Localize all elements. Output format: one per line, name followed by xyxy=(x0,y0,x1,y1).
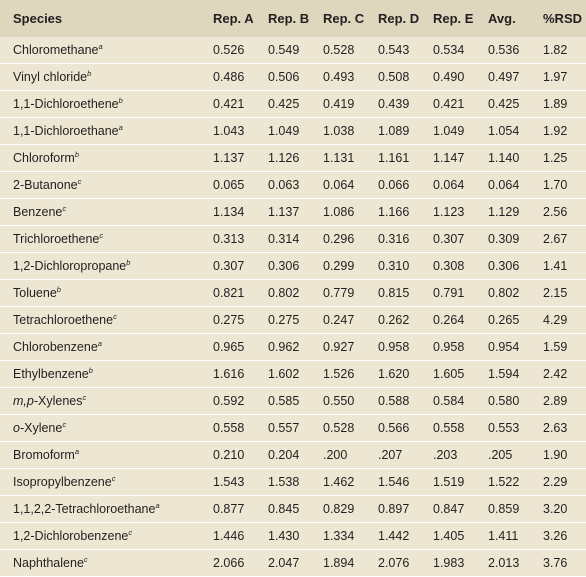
value-cell: 0.064 xyxy=(433,178,465,192)
species-cell xyxy=(0,550,195,577)
value-cell: 0.064 xyxy=(323,178,355,192)
value-cell: 0.954 xyxy=(488,340,520,354)
value-cell: 0.585 xyxy=(268,394,300,408)
value-cell: 2.066 xyxy=(213,556,245,570)
table-row xyxy=(0,442,586,469)
value-cell: 1.90 xyxy=(543,448,568,462)
value-cell: 1.92 xyxy=(543,124,568,138)
value-cell: 1.462 xyxy=(323,475,355,489)
value-cell: 1.430 xyxy=(268,529,300,543)
value-cell: 0.558 xyxy=(213,421,245,435)
species-name: Chloroform xyxy=(13,151,75,165)
value-cell: 1.131 xyxy=(323,151,355,165)
value-cell: 0.815 xyxy=(378,286,410,300)
value-cell: 1.605 xyxy=(433,367,465,381)
value-cell: 1.049 xyxy=(433,124,465,138)
species-name: Naphthalene xyxy=(13,556,84,570)
value-cell: 0.313 xyxy=(213,232,245,246)
value-cell: .207 xyxy=(378,448,403,462)
value-cell: 1.70 xyxy=(543,178,568,192)
species-name: Isopropylbenzene xyxy=(13,475,112,489)
value-cell: 1.620 xyxy=(378,367,410,381)
value-cell: 3.76 xyxy=(543,556,568,570)
value-cell: 0.310 xyxy=(378,259,410,273)
footnote-marker: c xyxy=(62,419,67,429)
species-cell xyxy=(0,91,195,118)
species-name: Tetrachloroethene xyxy=(13,313,114,327)
footnote-marker: a xyxy=(97,338,102,348)
value-cell: 0.592 xyxy=(213,394,245,408)
value-cell: 0.296 xyxy=(323,232,355,246)
value-cell: 1.089 xyxy=(378,124,410,138)
species-prefix: o xyxy=(13,421,20,435)
value-cell: 0.557 xyxy=(268,421,300,435)
value-cell: 0.528 xyxy=(323,421,355,435)
footnote-marker: c xyxy=(82,392,87,402)
value-cell: 2.047 xyxy=(268,556,300,570)
value-cell: 1.038 xyxy=(323,124,355,138)
species-cell xyxy=(0,145,195,172)
value-cell: .200 xyxy=(323,448,348,462)
value-cell: 0.897 xyxy=(378,502,410,516)
species-name: 1,2-Dichloropropane xyxy=(13,259,127,273)
table-row xyxy=(0,37,586,64)
value-cell: 1.446 xyxy=(213,529,245,543)
footnote-marker: c xyxy=(62,203,67,213)
value-cell: 1.411 xyxy=(488,529,519,543)
value-cell: 2.29 xyxy=(543,475,568,489)
species-name: 2-Butanone xyxy=(13,178,78,192)
species-name: Bromoform xyxy=(13,448,75,462)
value-cell: 0.262 xyxy=(378,313,410,327)
species-cell xyxy=(0,307,195,334)
value-cell: 0.845 xyxy=(268,502,300,516)
footnote-marker: b xyxy=(74,149,79,159)
value-cell: 0.314 xyxy=(268,232,300,246)
table-row xyxy=(0,550,586,577)
value-cell: .203 xyxy=(433,448,458,462)
value-cell: 1.526 xyxy=(323,367,355,381)
value-cell: 1.166 xyxy=(378,205,410,219)
species-cell xyxy=(0,64,195,91)
species-cell xyxy=(0,442,195,469)
footnote-marker: c xyxy=(113,311,117,321)
value-cell: 1.25 xyxy=(543,151,568,165)
value-cell: 1.123 xyxy=(433,205,465,219)
value-cell: 0.264 xyxy=(433,313,465,327)
species-name: 1,1-Dichloroethane xyxy=(13,124,119,138)
value-cell: 0.486 xyxy=(213,70,245,84)
value-cell: 2.89 xyxy=(543,394,568,408)
value-cell: 0.526 xyxy=(213,43,245,57)
value-cell: 0.877 xyxy=(213,502,245,516)
species-cell xyxy=(0,280,195,307)
value-cell: 0.065 xyxy=(213,178,245,192)
value-cell: 0.958 xyxy=(378,340,410,354)
table-row xyxy=(0,388,586,415)
value-cell: 0.536 xyxy=(488,43,520,57)
value-cell: 0.265 xyxy=(488,313,520,327)
footnote-marker: a xyxy=(118,122,123,132)
value-cell: 1.147 xyxy=(433,151,465,165)
value-cell: 0.066 xyxy=(378,178,410,192)
table-row xyxy=(0,415,586,442)
value-cell: 2.013 xyxy=(488,556,520,570)
value-cell: 0.965 xyxy=(213,340,245,354)
value-cell: 2.67 xyxy=(543,232,568,246)
footnote-marker: a xyxy=(74,446,79,456)
species-cell xyxy=(0,523,195,550)
value-cell: 0.802 xyxy=(268,286,300,300)
header-rep-b: Rep. B xyxy=(268,11,310,26)
value-cell: 1.086 xyxy=(323,205,355,219)
value-cell: 1.97 xyxy=(543,70,568,84)
footnote-marker: b xyxy=(126,257,131,267)
value-cell: 1.054 xyxy=(488,124,520,138)
header-rep-d: Rep. D xyxy=(378,11,420,26)
value-cell: 0.275 xyxy=(268,313,300,327)
species-cell xyxy=(0,469,195,496)
footnote-marker: a xyxy=(98,41,103,51)
value-cell: 0.064 xyxy=(488,178,520,192)
table-row xyxy=(0,334,586,361)
species-cell xyxy=(0,37,195,64)
value-cell: 0.439 xyxy=(378,97,410,111)
value-cell: 0.490 xyxy=(433,70,465,84)
value-cell: 1.543 xyxy=(213,475,245,489)
value-cell: 0.958 xyxy=(433,340,465,354)
value-cell: 1.546 xyxy=(378,475,410,489)
value-cell: 0.791 xyxy=(433,286,465,300)
species-name: -Xylenes xyxy=(33,394,83,408)
table-row xyxy=(0,280,586,307)
species-name: Ethylbenzene xyxy=(13,367,89,381)
value-cell: 0.307 xyxy=(213,259,245,273)
value-cell: 1.405 xyxy=(433,529,465,543)
value-cell: 1.59 xyxy=(543,340,568,354)
value-cell: 1.043 xyxy=(213,124,245,138)
header-avg: Avg. xyxy=(488,11,516,26)
species-cell xyxy=(0,334,195,361)
footnote-marker: c xyxy=(77,176,82,186)
value-cell: 0.927 xyxy=(323,340,355,354)
header-row xyxy=(0,0,586,37)
species-name: Vinyl chloride xyxy=(13,70,88,84)
table-row xyxy=(0,361,586,388)
value-cell: 0.584 xyxy=(433,394,465,408)
value-cell: 1.140 xyxy=(488,151,520,165)
table-row xyxy=(0,64,586,91)
value-cell: 0.309 xyxy=(488,232,520,246)
value-cell: 0.419 xyxy=(323,97,355,111)
value-cell: 0.558 xyxy=(433,421,465,435)
value-cell: 0.802 xyxy=(488,286,520,300)
species-cell xyxy=(0,496,195,523)
species-prefix: m,p xyxy=(13,394,34,408)
value-cell: 2.63 xyxy=(543,421,568,435)
table-row xyxy=(0,91,586,118)
value-cell: 0.859 xyxy=(488,502,520,516)
species-cell xyxy=(0,388,195,415)
value-cell: 0.962 xyxy=(268,340,300,354)
header-species: Species xyxy=(13,11,63,26)
value-cell: 1.137 xyxy=(268,205,300,219)
value-cell: 2.42 xyxy=(543,367,568,381)
value-cell: 0.580 xyxy=(488,394,520,408)
value-cell: 0.508 xyxy=(378,70,410,84)
header-rep-a: Rep. A xyxy=(213,11,254,26)
value-cell: 1.129 xyxy=(488,205,520,219)
value-cell: 0.566 xyxy=(378,421,410,435)
value-cell: 0.425 xyxy=(488,97,520,111)
header-rep-c: Rep. C xyxy=(323,11,365,26)
value-cell: 3.26 xyxy=(543,529,568,543)
footnote-marker: c xyxy=(128,527,133,537)
header-rsd: %RSD xyxy=(543,11,583,26)
species-cell xyxy=(0,415,195,442)
species-name: Chloromethane xyxy=(13,43,99,57)
footnote-marker: b xyxy=(88,365,93,375)
value-cell: 1.41 xyxy=(543,259,568,273)
value-cell: 1.519 xyxy=(433,475,465,489)
value-cell: 1.161 xyxy=(378,151,410,165)
value-cell: 0.549 xyxy=(268,43,300,57)
value-cell: 1.522 xyxy=(488,475,520,489)
value-cell: 1.538 xyxy=(268,475,300,489)
table-row xyxy=(0,145,586,172)
value-cell: 0.204 xyxy=(268,448,300,462)
table-row xyxy=(0,469,586,496)
species-name: 1,2-Dichlorobenzene xyxy=(13,529,129,543)
value-cell: 0.779 xyxy=(323,286,355,300)
species-cell xyxy=(0,361,195,388)
table-row xyxy=(0,496,586,523)
value-cell: 1.134 xyxy=(213,205,245,219)
value-cell: 2.56 xyxy=(543,205,568,219)
table-row xyxy=(0,523,586,550)
table-row xyxy=(0,118,586,145)
footnote-marker: c xyxy=(111,473,116,483)
value-cell: 0.550 xyxy=(323,394,355,408)
value-cell: 0.421 xyxy=(213,97,245,111)
species-name: Benzene xyxy=(13,205,63,219)
value-cell: 0.506 xyxy=(268,70,300,84)
value-cell: 1.616 xyxy=(213,367,245,381)
value-cell: 0.553 xyxy=(488,421,520,435)
species-name: Toluene xyxy=(13,286,57,300)
species-cell xyxy=(0,118,195,145)
value-cell: 1.049 xyxy=(268,124,300,138)
table-row xyxy=(0,226,586,253)
value-cell: 0.421 xyxy=(433,97,465,111)
value-cell: 1.594 xyxy=(488,367,520,381)
table-row xyxy=(0,253,586,280)
footnote-marker: b xyxy=(118,95,123,105)
value-cell: 0.497 xyxy=(488,70,520,84)
value-cell: 1.126 xyxy=(268,151,300,165)
table-row xyxy=(0,172,586,199)
value-cell: 0.316 xyxy=(378,232,410,246)
footnote-marker: c xyxy=(99,230,104,240)
species-name: Trichloroethene xyxy=(13,232,100,246)
value-cell: 0.847 xyxy=(433,502,465,516)
footnote-marker: b xyxy=(87,68,92,78)
value-cell: 0.425 xyxy=(268,97,300,111)
footnote-marker: c xyxy=(83,554,88,564)
table-row xyxy=(0,307,586,334)
value-cell: 0.306 xyxy=(488,259,520,273)
value-cell: 0.306 xyxy=(268,259,300,273)
value-cell: 0.493 xyxy=(323,70,355,84)
value-cell: 1.89 xyxy=(543,97,568,111)
value-cell: 0.275 xyxy=(213,313,245,327)
value-cell: 1.983 xyxy=(433,556,465,570)
species-cell xyxy=(0,253,195,280)
species-name: Chlorobenzene xyxy=(13,340,98,354)
value-cell: 1.82 xyxy=(543,43,568,57)
value-cell: 0.063 xyxy=(268,178,300,192)
value-cell: 0.821 xyxy=(213,286,245,300)
species-cell xyxy=(0,199,195,226)
value-cell: 0.307 xyxy=(433,232,465,246)
value-cell: 4.29 xyxy=(543,313,568,327)
value-cell: 1.334 xyxy=(323,529,355,543)
value-cell: 0.829 xyxy=(323,502,355,516)
footnote-marker: a xyxy=(155,500,160,510)
value-cell: .205 xyxy=(488,448,513,462)
footnote-marker: b xyxy=(56,284,61,294)
species-name: 1,1-Dichloroethene xyxy=(13,97,119,111)
header-rep-e: Rep. E xyxy=(433,11,474,26)
value-cell: 0.299 xyxy=(323,259,355,273)
value-cell: 1.894 xyxy=(323,556,355,570)
table-row xyxy=(0,199,586,226)
species-cell xyxy=(0,226,195,253)
value-cell: 0.247 xyxy=(323,313,355,327)
value-cell: 0.588 xyxy=(378,394,410,408)
species-name: 1,1,2,2-Tetrachloroethane xyxy=(13,502,156,516)
value-cell: 1.602 xyxy=(268,367,300,381)
value-cell: 0.308 xyxy=(433,259,465,273)
value-cell: 0.534 xyxy=(433,43,465,57)
species-cell xyxy=(0,172,195,199)
value-cell: 0.210 xyxy=(213,448,245,462)
species-name: -Xylene xyxy=(19,421,63,435)
value-cell: 2.15 xyxy=(543,286,568,300)
value-cell: 3.20 xyxy=(543,502,568,516)
value-cell: 2.076 xyxy=(378,556,410,570)
value-cell: 1.442 xyxy=(378,529,410,543)
value-cell: 1.137 xyxy=(213,151,245,165)
value-cell: 0.543 xyxy=(378,43,410,57)
value-cell: 0.528 xyxy=(323,43,355,57)
